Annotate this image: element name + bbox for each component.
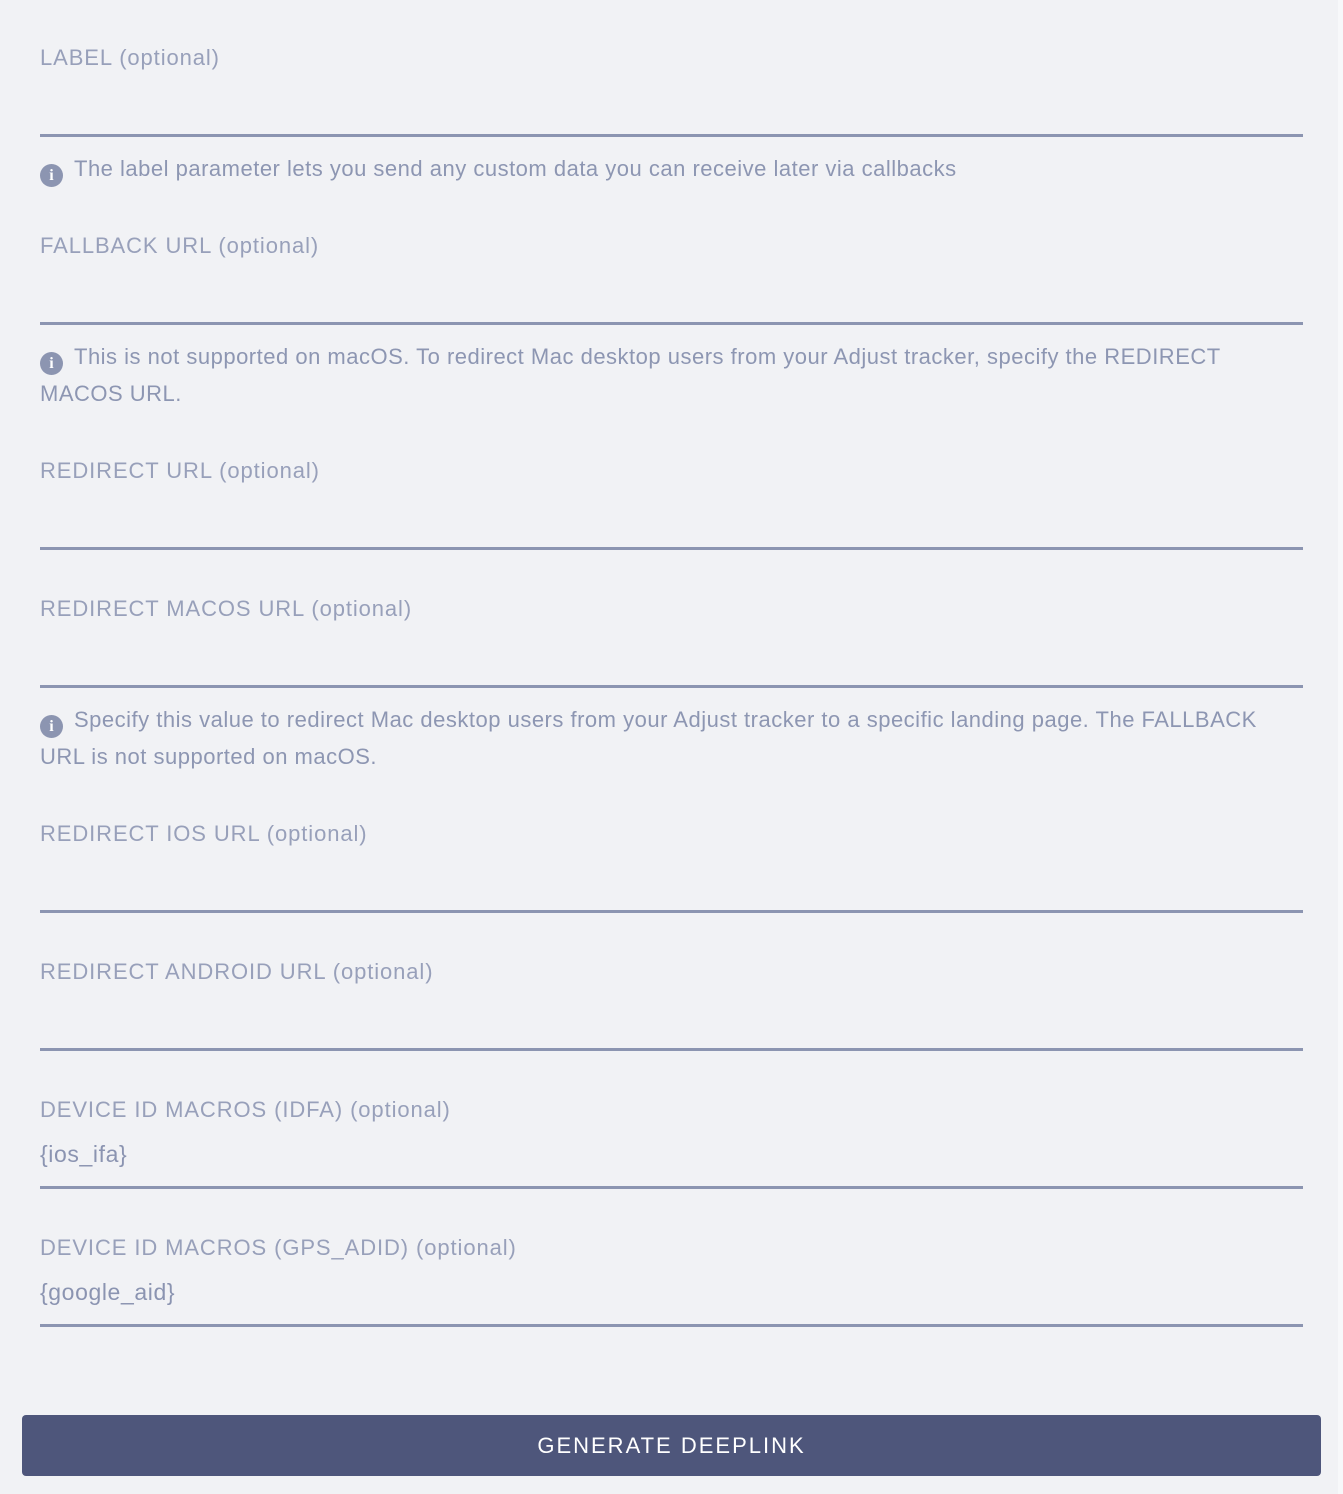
info-icon: i bbox=[40, 352, 63, 375]
field-redirect-android-url bbox=[40, 959, 1303, 1051]
redirect-android-url-input[interactable] bbox=[40, 985, 1303, 1051]
device-id-gps-adid-field-label: DEVICE ID MACROS (GPS_ADID) (optional) bbox=[40, 1235, 517, 1260]
redirect-ios-url-field-label: REDIRECT IOS URL (optional) bbox=[40, 821, 368, 846]
redirect-ios-url-input[interactable] bbox=[40, 847, 1303, 913]
field-redirect-url bbox=[40, 458, 1303, 550]
device-id-idfa-field-label: DEVICE ID MACROS (IDFA) (optional) bbox=[40, 1097, 451, 1122]
fallback-url-input[interactable] bbox=[40, 259, 1303, 325]
field-redirect-ios-url bbox=[40, 821, 1303, 913]
redirect-url-field-label: REDIRECT URL (optional) bbox=[40, 458, 320, 483]
info-icon: i bbox=[40, 164, 63, 187]
hint-text: This is not supported on macOS. To redirect Mac desktop users from your Adjust tracker, specify the REDIRECT MACOS URL. bbox=[40, 344, 1221, 406]
device-id-idfa-input[interactable] bbox=[40, 1123, 1303, 1189]
field-device-id-idfa bbox=[40, 1097, 1303, 1189]
hint-text: Specify this value to redirect Mac desktop users from your Adjust tracker to a specific landing page. The FALLBACK URL is not supported on macOS. bbox=[40, 707, 1257, 769]
device-id-gps-adid-input[interactable] bbox=[40, 1261, 1303, 1327]
redirect-url-input[interactable] bbox=[40, 484, 1303, 550]
label-input[interactable] bbox=[40, 71, 1303, 137]
form-fields bbox=[0, 45, 1343, 1327]
label-hint bbox=[40, 150, 1303, 187]
redirect-macos-url-input[interactable] bbox=[40, 622, 1303, 688]
generate-deeplink-button[interactable]: GENERATE DEEPLINK bbox=[22, 1415, 1321, 1476]
field-device-id-gps-adid bbox=[40, 1235, 1303, 1327]
scrollbar-track bbox=[1338, 0, 1343, 1494]
redirect-macos-url-hint bbox=[40, 701, 1303, 775]
redirect-macos-url-field-label: REDIRECT MACOS URL (optional) bbox=[40, 596, 413, 621]
field-fallback-url bbox=[40, 233, 1303, 412]
fallback-url-field-label: FALLBACK URL (optional) bbox=[40, 233, 320, 258]
label-field-label: LABEL (optional) bbox=[40, 45, 220, 70]
field-redirect-macos-url bbox=[40, 596, 1303, 775]
info-icon: i bbox=[40, 715, 63, 738]
field-label bbox=[40, 45, 1303, 187]
hint-text: The label parameter lets you send any custom data you can receive later via callbacks bbox=[74, 156, 957, 181]
redirect-android-url-field-label: REDIRECT ANDROID URL (optional) bbox=[40, 959, 434, 984]
fallback-url-hint bbox=[40, 338, 1303, 412]
